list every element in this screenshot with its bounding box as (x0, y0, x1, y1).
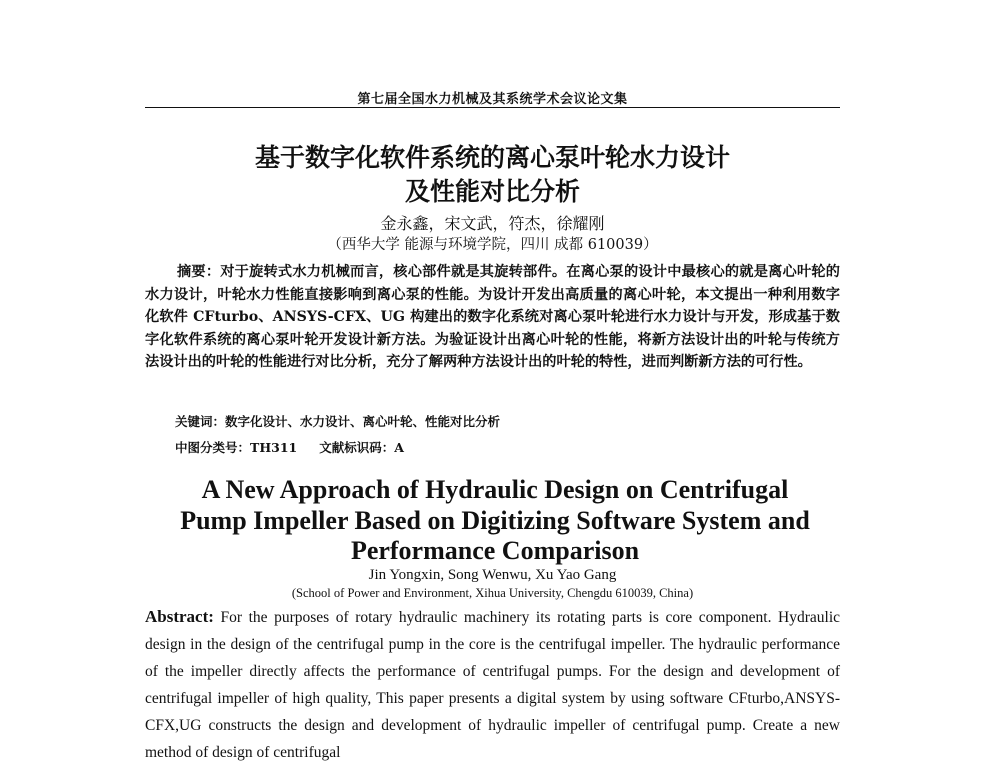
chinese-keywords-label: 关键词： (175, 414, 226, 429)
header-rule (145, 107, 840, 108)
english-affiliation: (School of Power and Environment, Xihua University, Chengdu 610039, China) (291, 586, 694, 600)
chinese-keywords (175, 412, 840, 432)
doc-code-label: 文献标识码： (319, 440, 395, 455)
english-abstract-label: Abstract: (145, 607, 214, 626)
classification-label: 中图分类号： (175, 440, 251, 455)
chinese-abstract-text: 对于旋转式水力机械而言，核心部件就是其旋转部件。在离心泵的设计中最核心的就是离心叶轮的水力设计，叶轮水力性能直接影响到离心泵的性能。为设计开发出高质量的离心叶轮，本文提出一种利用数字化软件 CFturbo、ANSYS-CFX、UG 构建出的数字化系统对离心泵叶轮进行水力设计与开发，形成基于数字化软件系统的离心泵叶轮开发设计新方法。为验证设计出离心叶轮的性能，将新方法设计出的叶轮与传统方法设计出的叶轮的性能进行对比分析，充分了解两种方法设计出的叶轮的特性，进而判断新方法的可行性。 (145, 264, 840, 370)
chinese-title-line-2: 及性能对比分析 (404, 177, 580, 206)
english-abstract-text: For the purposes of rotary hydraulic machinery its rotating parts is core component. Hydraulic design in the design of the centrifugal pump in the core is the centrifugal impeller. The hydraulic performance of the impeller directly affects the performance of centrifugal pumps. For the design and development of centrifugal impeller of high quality, This paper presents a digital system by using software CFturbo,ANSYS-CFX,UG constructs the design and development of hydraulic impeller of centrifugal pump. Create a new method of design of centrifugal (145, 609, 841, 761)
english-authors: Jin Yongxin, Song Wenwu, Xu Yao Gang (368, 567, 617, 583)
chinese-keywords-text: 数字化设计、水力设计、离心叶轮、性能对比分析 (225, 414, 501, 429)
english-title-line-3: Performance Comparison (350, 536, 640, 565)
classification-value: TH311 (250, 440, 298, 455)
english-title-line-2: Pump Impeller Based on Digitizing Software System and (180, 506, 810, 535)
running-header: 第七届全国水力机械及其系统学术会议论文集 (357, 92, 628, 107)
english-abstract (145, 603, 840, 766)
english-title-line-1: A New Approach of Hydraulic Design on Centrifugal (201, 475, 789, 504)
chinese-abstract (145, 261, 840, 374)
chinese-affiliation: （西华大学 能源与环境学院，四川 成都 610039） (327, 237, 658, 253)
chinese-classification (175, 438, 840, 458)
chinese-authors: 金永鑫，宋文武，符杰，徐耀刚 (380, 214, 605, 233)
chinese-abstract-label: 摘要： (177, 264, 221, 280)
doc-code-value: A (394, 440, 404, 455)
chinese-title-line-1: 基于数字化软件系统的离心泵叶轮水力设计 (254, 143, 730, 172)
